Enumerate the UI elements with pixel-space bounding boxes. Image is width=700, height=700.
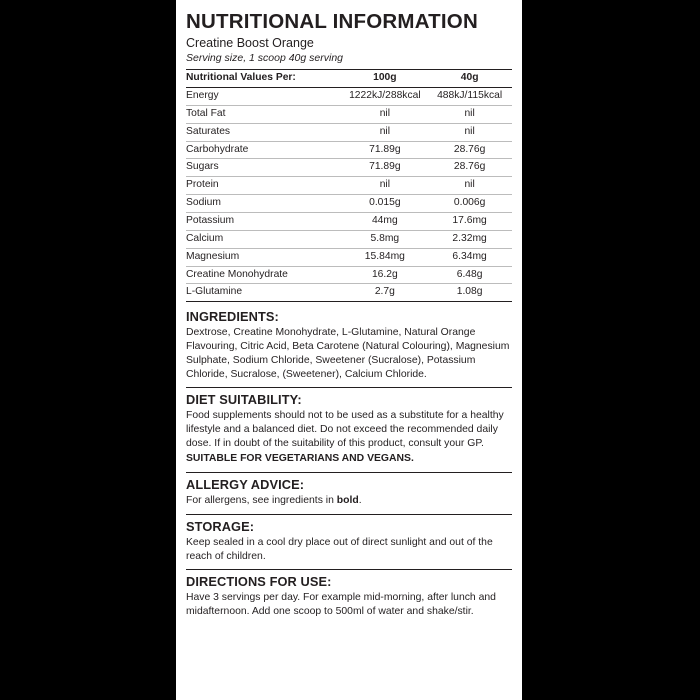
nutrient-name: Sugars — [186, 159, 342, 177]
left-black-band — [0, 0, 176, 700]
divider — [186, 387, 512, 388]
table-row — [186, 177, 512, 195]
value-40g: 488kJ/115kcal — [427, 88, 512, 106]
allergy-body-bold: bold — [336, 495, 359, 507]
value-40g: nil — [427, 105, 512, 123]
serving-size: Serving size, 1 scoop 40g serving — [186, 51, 344, 64]
nutrient-name: Carbohydrate — [186, 141, 342, 159]
table-row — [186, 159, 512, 177]
table-row — [186, 266, 512, 284]
section-ingredients — [186, 309, 512, 381]
diet-heading: DIET SUITABILITY: — [186, 392, 302, 408]
table-row — [186, 123, 512, 141]
column-header-label: Nutritional Values Per: — [186, 70, 342, 88]
allergy-heading: ALLERGY ADVICE: — [186, 477, 305, 493]
table-row — [186, 141, 512, 159]
column-header-100g: 100g — [342, 70, 427, 88]
table-row — [186, 213, 512, 231]
section-directions — [186, 574, 512, 618]
nutrient-name: Saturates — [186, 123, 342, 141]
table-row — [186, 284, 512, 302]
value-100g: 16.2g — [342, 266, 427, 284]
value-40g: 28.76g — [427, 159, 512, 177]
table-row — [186, 230, 512, 248]
directions-body: Have 3 servings per day. For example mid-morning, after lunch and midafternoon. Add one scoop to 500ml of water and shake/stir. — [186, 592, 496, 618]
value-100g: 44mg — [342, 213, 427, 231]
value-40g: 0.006g — [427, 195, 512, 213]
value-40g: nil — [427, 123, 512, 141]
table-row — [186, 195, 512, 213]
nutrient-name: Potassium — [186, 213, 342, 231]
value-100g: 71.89g — [342, 159, 427, 177]
allergy-body-prefix: For allergens, see ingredients in — [186, 495, 337, 507]
right-black-band — [522, 0, 700, 700]
value-40g: 1.08g — [427, 284, 512, 302]
value-40g: 2.32mg — [427, 230, 512, 248]
section-diet — [186, 392, 512, 466]
divider — [186, 472, 512, 473]
directions-heading: DIRECTIONS FOR USE: — [186, 574, 332, 590]
nutrition-table — [186, 69, 512, 302]
nutrient-name: L-Glutamine — [186, 284, 342, 302]
table-header-row — [186, 70, 512, 88]
value-40g: nil — [427, 177, 512, 195]
value-40g: 6.48g — [427, 266, 512, 284]
nutrient-name: Total Fat — [186, 105, 342, 123]
value-100g: 71.89g — [342, 141, 427, 159]
value-100g: 1222kJ/288kcal — [342, 88, 427, 106]
value-100g: 2.7g — [342, 284, 427, 302]
value-40g: 28.76g — [427, 141, 512, 159]
value-40g: 6.34mg — [427, 248, 512, 266]
divider — [186, 569, 512, 570]
diet-note: SUITABLE FOR VEGETARIANS AND VEGANS. — [186, 453, 414, 465]
value-100g: 0.015g — [342, 195, 427, 213]
value-100g: nil — [342, 105, 427, 123]
ingredients-body: Dextrose, Creatine Monohydrate, L-Glutamine, Natural Orange Flavouring, Citric Acid, Beta Carotene (Natural Colouring), Magnesium Sulphate, Sodium Chloride, Sweetener (Sucralose), Potassium Chloride, Sucralose, (Sweetener), Calcium Chloride. — [186, 327, 510, 380]
value-100g: nil — [342, 123, 427, 141]
label-content — [176, 0, 522, 700]
nutrient-name: Creatine Monohydrate — [186, 266, 342, 284]
section-allergy — [186, 477, 512, 508]
nutrient-name: Calcium — [186, 230, 342, 248]
section-storage — [186, 519, 512, 563]
diet-body: Food supplements should not to be used as a substitute for a healthy lifestyle and a balanced diet. Do not exceed the recommended daily dose. If in doubt of the suitability of this product, consult your GP. — [186, 410, 504, 449]
nutrient-name: Protein — [186, 177, 342, 195]
allergy-body-suffix: . — [358, 495, 362, 507]
nutrient-name: Sodium — [186, 195, 342, 213]
storage-body: Keep sealed in a cool dry place out of direct sunlight and out of the reach of children. — [186, 536, 493, 562]
column-header-40g: 40g — [427, 70, 512, 88]
product-name: Creatine Boost Orange — [186, 35, 314, 50]
value-40g: 17.6mg — [427, 213, 512, 231]
value-100g: nil — [342, 177, 427, 195]
allergy-body — [186, 494, 512, 508]
value-100g: 5.8mg — [342, 230, 427, 248]
ingredients-heading: INGREDIENTS: — [186, 309, 279, 325]
table-row — [186, 88, 512, 106]
table-row — [186, 248, 512, 266]
storage-heading: STORAGE: — [186, 518, 255, 534]
value-100g: 15.84mg — [342, 248, 427, 266]
page-title: NUTRITIONAL INFORMATION — [186, 10, 478, 33]
divider — [186, 514, 512, 515]
nutrient-name: Magnesium — [186, 248, 342, 266]
table-row — [186, 105, 512, 123]
nutrient-name: Energy — [186, 88, 342, 106]
